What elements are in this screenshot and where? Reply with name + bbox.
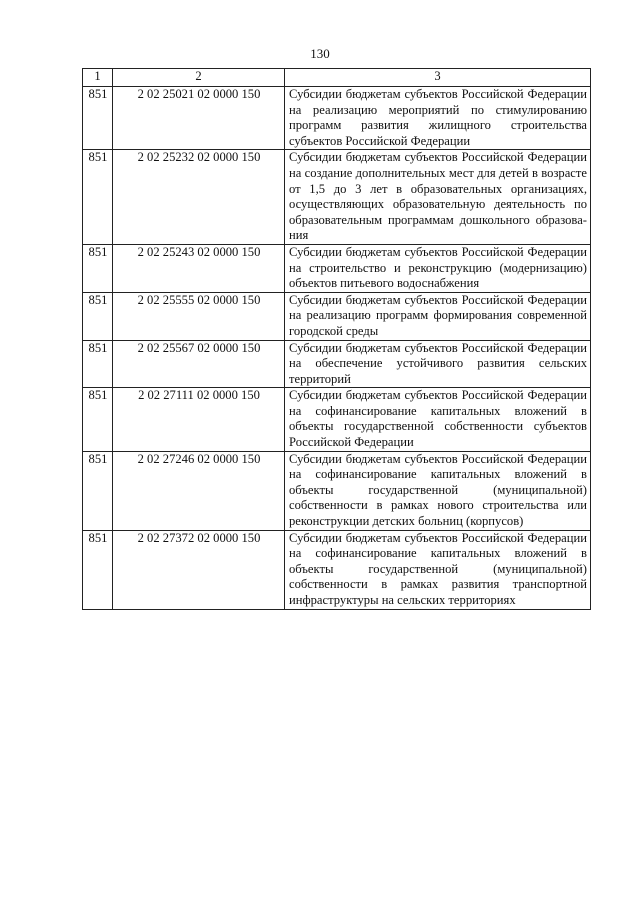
header-column-3: 3 <box>285 69 591 87</box>
description-cell: Субсидии бюджетам субъектов Российской Федерации на софинансирование капитальных вложений в объекты государственной собственности субъектов Российской Федерации <box>285 388 591 451</box>
admin-code-cell: 851 <box>83 87 113 150</box>
admin-code-cell: 851 <box>83 244 113 292</box>
table-row <box>83 292 591 340</box>
admin-code-cell: 851 <box>83 530 113 609</box>
description-cell: Субсидии бюджетам субъектов Российской Федерации на строительство и реконструкцию (модернизацию) объектов питьевого водоснабжения <box>285 244 591 292</box>
table-row <box>83 451 591 530</box>
description-cell: Субсидии бюджетам субъектов Российской Федерации на создание дополнительных мест для детей в возрасте от 1,5 до 3 лет в образовательных организациях, осуществляющих образовательную деятельность по образовательным программам дошкольного образования <box>285 150 591 245</box>
admin-code-cell: 851 <box>83 340 113 388</box>
description-cell: Субсидии бюджетам субъектов Российской Федерации на софинансирование капитальных вложений в объекты государственной (муниципальной) собственности в рамках нового строительства или реконструкции детских больниц (корпусов) <box>285 451 591 530</box>
budget-codes-table <box>82 68 591 610</box>
header-column-1: 1 <box>83 69 113 87</box>
budget-code-cell: 2 02 25567 02 0000 150 <box>113 340 285 388</box>
admin-code-cell: 851 <box>83 292 113 340</box>
description-cell: Субсидии бюджетам субъектов Российской Федерации на софинансирование капитальных вложений в объекты государственной (муниципальной) собственности в рамках развития транспортной инфраструктуры на сельских территориях <box>285 530 591 609</box>
admin-code-cell: 851 <box>83 388 113 451</box>
table-row <box>83 150 591 245</box>
budget-code-cell: 2 02 25555 02 0000 150 <box>113 292 285 340</box>
budget-code-cell: 2 02 27111 02 0000 150 <box>113 388 285 451</box>
description-cell: Субсидии бюджетам субъектов Российской Федерации на реализацию мероприятий по стимулированию программ развития жилищного строительства субъектов Российской Федерации <box>285 87 591 150</box>
description-cell: Субсидии бюджетам субъектов Российской Федерации на реализацию программ формирования современной городской среды <box>285 292 591 340</box>
admin-code-cell: 851 <box>83 150 113 245</box>
table-row <box>83 530 591 609</box>
budget-code-cell: 2 02 25243 02 0000 150 <box>113 244 285 292</box>
budget-code-cell: 2 02 25232 02 0000 150 <box>113 150 285 245</box>
budget-code-cell: 2 02 27372 02 0000 150 <box>113 530 285 609</box>
table-row <box>83 244 591 292</box>
admin-code-cell: 851 <box>83 451 113 530</box>
table-row <box>83 340 591 388</box>
budget-code-cell: 2 02 25021 02 0000 150 <box>113 87 285 150</box>
description-cell: Субсидии бюджетам субъектов Российской Федерации на обеспечение устойчивого развития сельских территорий <box>285 340 591 388</box>
header-column-2: 2 <box>113 69 285 87</box>
budget-code-cell: 2 02 27246 02 0000 150 <box>113 451 285 530</box>
table-row <box>83 388 591 451</box>
page-number: 130 <box>310 46 330 61</box>
table-row <box>83 87 591 150</box>
table-header-row <box>83 69 591 87</box>
